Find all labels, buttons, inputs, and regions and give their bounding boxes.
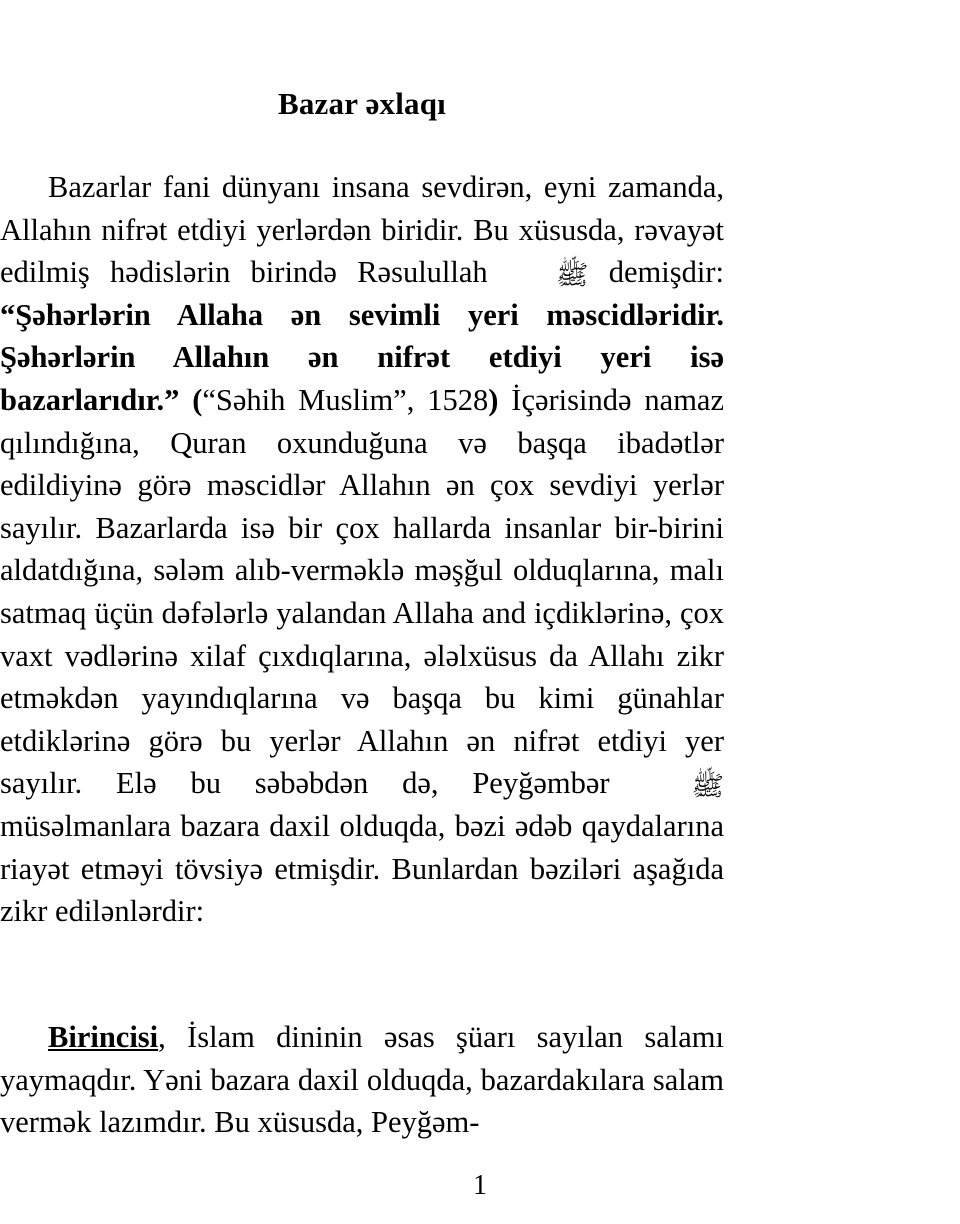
paragraph-first-point — [0, 1016, 724, 1144]
sallallahu-alayhi-wasallam-icon: ﷺ — [555, 260, 589, 292]
page-title: Bazar əxlaqı — [277, 86, 446, 121]
text-run: İçərisində namaz qılındığına, Quran oxunduğuna və başqa ibadətlər edildiyinə görə məscidlər Allahın ən çox sevdiyi yerlər sayılır. Bazarlarda isə bir çox hallarda insanlar bir-birini aldatdığına, sələm alıb-verməklə məşğul olduqlarına, malı satmaq üçün dəfələrlə yalandan Allaha and içdiklərinə, çox vaxt vədlərinə xilaf çıxdıqlarına, ələlxüsus da Allahı zikr etməkdən yayındıqlarına və başqa bu kimi günahlar etdiklərinə görə bu yerlər Allahın ən nifrət etdiyi yer sayılır. Elə bu səbəbdən də, Peyğəmbər — [0, 382, 724, 801]
citation-close-paren: ) — [488, 382, 499, 417]
hadith-quote: “Şəhərlərin Allaha ən sevimli yeri məscidləridir. Şəhərlərin Allahın ən nifrət etdiyi yeri isə bazarlarıdır.” ( — [0, 297, 724, 417]
paragraph-intro — [0, 166, 724, 933]
sallallahu-alayhi-wasallam-icon: ﷺ — [691, 771, 724, 803]
text-run: demişdir: — [588, 255, 724, 290]
list-marker-birincisi: Birincisi — [48, 1020, 159, 1054]
page-number: 1 — [473, 1170, 487, 1201]
text-run: , İslam dininin əsas şüarı sayılan salamı yaymaqdır. Yəni bazara daxil olduqda, bazardakılara salam vermək lazımdır. Bu xüsusda, Peyğəm- — [0, 1020, 724, 1140]
text-run: Bazarlar fani dünyanı insana sevdirən, eyni zamanda, Allahın nifrət etdiyi yerlərdən biridir. Bu xüsusda, rəvayət edilmiş hədislərin birində Rəsulullah — [0, 170, 724, 290]
citation-text: “Səhih Muslim”, 1528 — [202, 382, 489, 417]
text-run: müsəlmanlara bazara daxil olduqda, bəzi ədəb qaydalarına riayət etməyi tövsiyə etmişdir. Bunlardan bəziləri aşağıda zikr edilənlərdir: — [0, 808, 724, 929]
